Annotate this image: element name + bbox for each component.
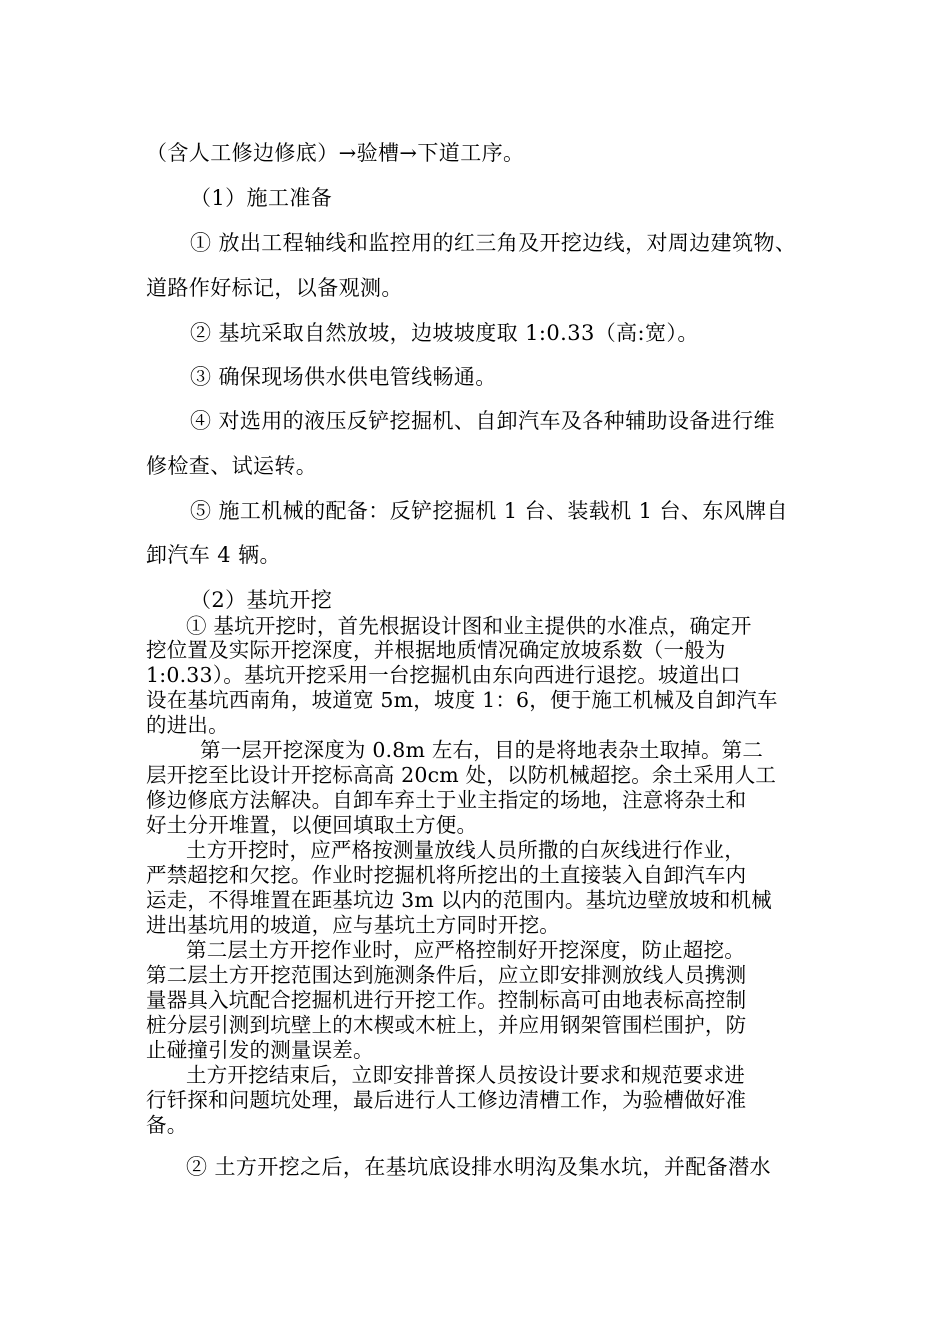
paragraph-4-line-1: 第二层土方开挖作业时，应严格控制好开挖深度，防止超挖。 (186, 938, 745, 962)
paragraph-2-line-4: 好土分开堆置，以便回填取土方便。 (146, 813, 478, 837)
paragraph-3-line-3: 运走，不得堆置在距基坑边 3m 以内的范围内。基坑边壁放坡和机械 (146, 888, 772, 912)
item-5-line-1: ⑤ 施工机械的配备：反铲挖掘机 1 台、装载机 1 台、东风牌自 (190, 499, 788, 523)
item-2b-line-1: ② 土方开挖之后，在基坑底设排水明沟及集水坑，并配备潜水 (186, 1155, 771, 1179)
paragraph-3-line-2: 严禁超挖和欠挖。作业时挖掘机将所挖出的土直接装入自卸汽车内 (146, 863, 747, 887)
paragraph-5-line-2: 行钎探和问题坑处理，最后进行人工修边清槽工作，为验槽做好准 (146, 1088, 747, 1112)
paragraph-1-line-2: 挖位置及实际开挖深度，并根据地质情况确定放坡系数（一般为 (146, 638, 726, 662)
item-4-line-1: ④ 对选用的液压反铲挖掘机、自卸汽车及各种辅助设备进行维 (190, 409, 775, 433)
paragraph-2-line-2: 层开挖至比设计开挖标高高 20cm 处，以防机械超挖。余土采用人工 (146, 763, 777, 787)
item-2: ② 基坑采取自然放坡，边坡坡度取 1:0.33（高:宽）。 (190, 321, 699, 345)
item-5-line-2: 卸汽车 4 辆。 (146, 543, 281, 567)
item-1-line-2: 道路作好标记，以备观测。 (146, 276, 403, 300)
paragraph-2-line-1: 第一层开挖深度为 0.8m 左右，目的是将地表杂土取掉。第二 (200, 738, 764, 762)
paragraph-3-line-1: 土方开挖时，应严格按测量放线人员所撒的白灰线进行作业， (186, 838, 745, 862)
paragraph-2-line-3: 修边修底方法解决。自卸车弃土于业主指定的场地，注意将杂土和 (146, 788, 747, 812)
paragraph-5-line-1: 土方开挖结束后，立即安排普探人员按设计要求和规范要求进 (186, 1063, 745, 1087)
paragraph-1-line-1: ① 基坑开挖时，首先根据设计图和业主提供的水准点，确定开 (186, 614, 752, 638)
paragraph-4-line-2: 第二层土方开挖范围达到施测条件后，应立即安排测放线人员携测 (146, 963, 747, 987)
paragraph-4-line-5: 止碰撞引发的测量误差。 (146, 1038, 374, 1062)
paragraph-5-line-3: 备。 (146, 1113, 188, 1137)
item-3: ③ 确保现场供水供电管线畅通。 (190, 365, 497, 389)
intro-line: （含人工修边修底）→验槽→下道工序。 (146, 141, 525, 165)
paragraph-1-line-5: 的进出。 (146, 713, 229, 737)
paragraph-4-line-3: 量器具入坑配合挖掘机进行开挖工作。控制标高可由地表标高控制 (146, 988, 747, 1012)
item-1-line-1: ① 放出工程轴线和监控用的红三角及开挖边线，对周边建筑物、 (190, 231, 797, 255)
section-heading-excavation: （2）基坑开挖 (190, 588, 333, 612)
paragraph-3-line-4: 进出基坑用的坡道，应与基坑土方同时开挖。 (146, 913, 560, 937)
paragraph-1-line-3: 1:0.33）。基坑开挖采用一台挖掘机由东向西进行退挖。坡道出口 (146, 663, 741, 687)
paragraph-4-line-4: 桩分层引测到坑壁上的木楔或木桩上，并应用钢架管围栏围护，防 (146, 1013, 747, 1037)
section-heading-preparation: （1）施工准备 (190, 186, 333, 210)
paragraph-1-line-4: 设在基坑西南角，坡道宽 5m，坡度 1：6，便于施工机械及自卸汽车 (146, 688, 778, 712)
item-4-line-2: 修检查、试运转。 (146, 454, 318, 478)
